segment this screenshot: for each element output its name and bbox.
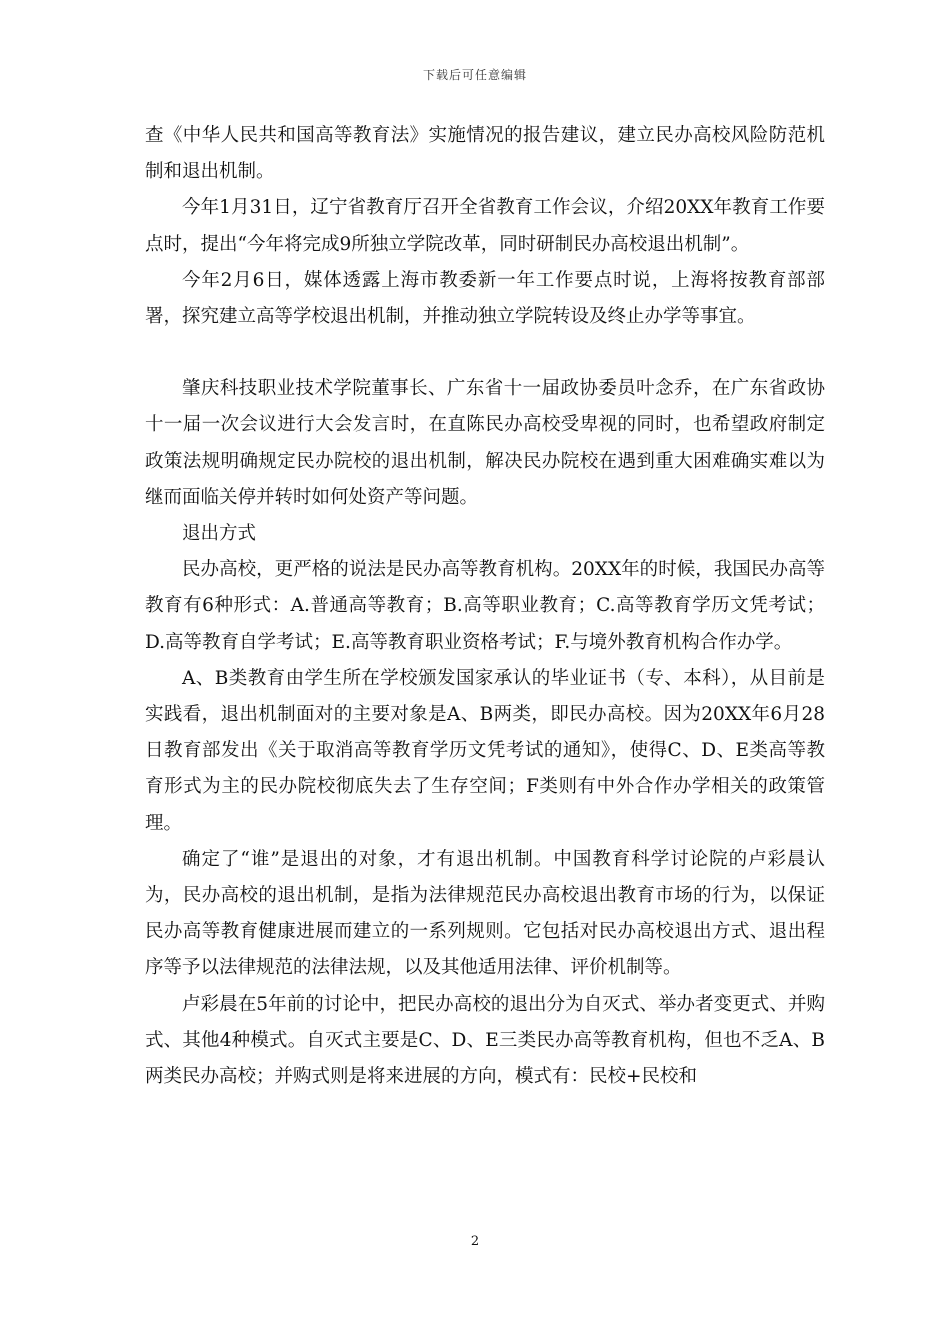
document-body — [145, 118, 825, 1095]
paragraph: 今年1月31日，辽宁省教育厅召开全省教育工作会议，介绍20XX年教育工作要点时，提出“今年将完成9所独立学院改革，同时研制民办高校退出机制”。 — [145, 197, 825, 255]
paragraph: 确定了“谁”是退出的对象，才有退出机制。中国教育科学讨论院的卢彩晨认为，民办高校的退出机制，是指为法律规范民办高校退出教育市场的行为，以保证民办高等教育健康进展而建立的一系列规则。它包括对民办高校退出方式、退出程序等予以法律规范的法律法规，以及其他适用法律、评价机制等。 — [145, 848, 825, 979]
page-number: 2 — [470, 1234, 480, 1249]
paragraph: 今年2月6日，媒体透露上海市教委新一年工作要点时说，上海将按教育部部署，探究建立高等学校退出机制，并推动独立学院转设及终止办学等事宜。 — [145, 269, 825, 328]
section-heading: 退出方式 — [182, 523, 257, 545]
paragraph: 肇庆科技职业技术学院董事长、广东省十一届政协委员叶念乔，在广东省政协十一届一次会议进行大会发言时，在直陈民办高校受卑视的同时，也希望政府制定政策法规明确规定民办院校的退出机制，解决民办院校在遇到重大困难确实难以为继而面临关停并转时如何处资产等问题。 — [145, 378, 825, 508]
paragraph: 民办高校，更严格的说法是民办高等教育机构。20XX年的时候，我国民办高等教育有6种形式：A.普通高等教育；B.高等职业教育；C.高等教育学历文凭考试；D.高等教育自学考试；E.高等教育职业资格考试；F.与境外教育机构合作办学。 — [145, 559, 825, 653]
paragraph: A、B类教育由学生所在学校颁发国家承认的毕业证书（专、本科），从目前是实践看，退出机制面对的主要对象是A、B两类，即民办高校。因为20XX年6月28日教育部发出《关于取消高等教育学历文凭考试的通知》，使得C、D、E类高等教育形式为主的民办院校彻底失去了生存空间；F类则有中外合作办学相关的政策管理。 — [145, 667, 825, 834]
paragraph: 卢彩晨在5年前的讨论中，把民办高校的退出分为自灭式、举办者变更式、并购式、其他4种模式。自灭式主要是C、D、E三类民办高等教育机构，但也不乏A、B两类民办高校；并购式则是将来进展的方向，模式有：民校+民校和 — [145, 993, 825, 1088]
page-header: 下载后可任意编辑 — [422, 68, 527, 82]
paragraph: 查《中华人民共和国高等教育法》实施情况的报告建议，建立民办高校风险防范机制和退出机制。 — [145, 125, 825, 183]
